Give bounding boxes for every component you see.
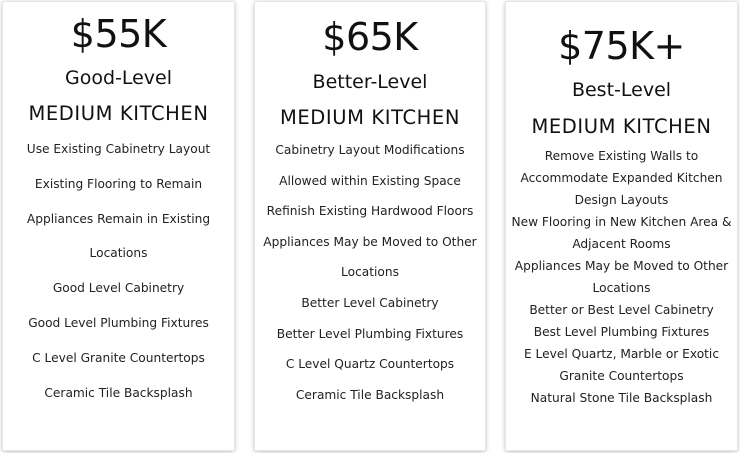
feature-list	[3, 132, 234, 410]
feature-item: E Level Quartz, Marble or Exotic	[523, 347, 720, 361]
tier-level: Best-Level	[571, 79, 672, 101]
feature-item: Good Level Plumbing Fixtures	[28, 315, 209, 330]
feature-item: Adjacent Rooms	[572, 237, 671, 251]
feature-item: Ceramic Tile Backsplash	[295, 387, 445, 402]
feature-item: Cabinetry Layout Modifications	[275, 143, 465, 157]
feature-item: Ceramic Tile Backsplash	[44, 385, 193, 400]
feature-item: Better or Best Level Cabinetry	[529, 303, 714, 317]
feature-item: C Level Granite Countertops	[32, 350, 205, 365]
feature-item: Better Level Plumbing Fixtures	[276, 326, 464, 341]
feature-item: Best Level Plumbing Fixtures	[533, 325, 710, 339]
pricing-card-best	[506, 2, 737, 450]
feature-item: New Flooring in New Kitchen Area &	[511, 215, 732, 229]
feature-item: Appliances May be Moved to Other	[514, 259, 729, 273]
feature-item: Good Level Cabinetry	[52, 281, 185, 296]
tier-size: MEDIUM KITCHEN	[531, 115, 712, 138]
feature-item: Use Existing Cabinetry Layout	[26, 142, 211, 156]
feature-item: Appliances May be Moved to Other	[263, 234, 477, 249]
feature-item: Granite Countertops	[559, 369, 684, 383]
feature-item: C Level Quartz Countertops	[285, 357, 455, 372]
tier-size: MEDIUM KITCHEN	[279, 106, 461, 129]
feature-item: Locations	[592, 281, 651, 295]
feature-item: Refinish Existing Hardwood Floors	[266, 204, 474, 219]
feature-list	[506, 145, 737, 409]
tier-level: Better-Level	[312, 71, 428, 93]
tier-price: $75K+	[558, 24, 685, 68]
tier-price: $55K	[70, 12, 167, 56]
feature-item: Better Level Cabinetry	[301, 295, 439, 310]
tier-level: Good-Level	[64, 67, 173, 89]
feature-item: Locations	[341, 265, 399, 280]
feature-item: Existing Flooring to Remain	[34, 176, 203, 191]
feature-item: Allowed within Existing Space	[279, 173, 461, 188]
pricing-card-good	[3, 2, 234, 450]
feature-item: Design Layouts	[574, 193, 669, 207]
feature-item: Accommodate Expanded Kitchen	[520, 171, 723, 185]
feature-item: Locations	[89, 246, 148, 261]
feature-list	[255, 135, 485, 410]
feature-item: Appliances Remain in Existing	[26, 211, 211, 226]
pricing-card-better	[255, 2, 485, 450]
feature-item: Natural Stone Tile Backsplash	[530, 391, 713, 405]
tier-size: MEDIUM KITCHEN	[28, 102, 209, 125]
feature-item: Remove Existing Walls to	[544, 149, 699, 163]
tier-price: $65K	[322, 15, 418, 59]
